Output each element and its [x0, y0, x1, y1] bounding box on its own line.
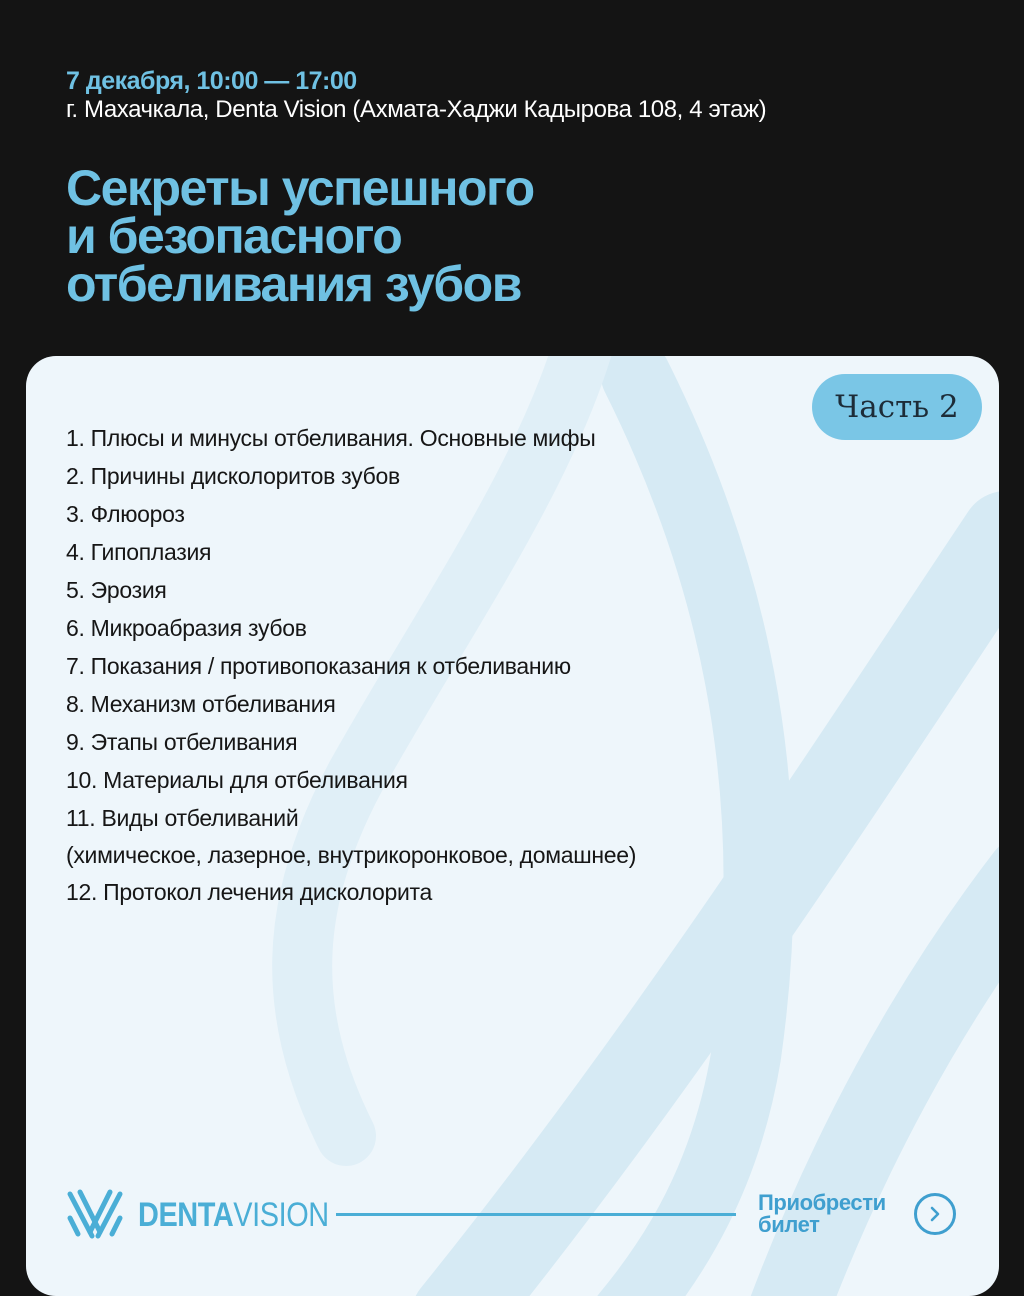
buy-ticket-link[interactable]: Приобрести билет: [758, 1190, 886, 1237]
list-item: 4. Гипоплазия: [66, 539, 212, 565]
program-card: [26, 356, 999, 1296]
brand-name-light: VISION: [233, 1195, 329, 1234]
event-location: г. Махачкала, Denta Vision (Ахмата-Хаджи Кадырова 108, 4 этаж): [66, 96, 767, 123]
title-line: Секреты успешного: [66, 160, 534, 216]
list-item: 8. Механизм отбеливания: [66, 691, 336, 717]
brand-name: [138, 1196, 329, 1235]
list-item: 10. Материалы для отбеливания: [66, 767, 408, 793]
divider: [336, 1213, 736, 1216]
chevron-right-icon[interactable]: [914, 1193, 956, 1235]
list-item: 7. Показания / противопоказания к отбеливанию: [66, 653, 571, 679]
list-item: 11. Виды отбеливаний: [66, 805, 299, 831]
list-item: 6. Микроабразия зубов: [66, 615, 307, 641]
title-line: отбеливания зубов: [66, 256, 521, 312]
list-item: 3. Флюороз: [66, 501, 185, 527]
brand-logo: [66, 1188, 362, 1242]
list-item-subtext: (химическое, лазерное, внутрикоронковое, домашнее): [66, 842, 637, 868]
list-item: 12. Протокол лечения дисколорита: [66, 879, 433, 905]
list-item: 2. Причины дисколоритов зубов: [66, 463, 400, 489]
part-badge: Часть 2: [812, 374, 982, 440]
denta-vision-logo-icon: [66, 1188, 124, 1242]
list-item: 5. Эрозия: [66, 577, 167, 603]
title-line: и безопасного: [66, 208, 402, 264]
list-item: 1. Плюсы и минусы отбеливания. Основные мифы: [66, 425, 596, 451]
list-item: 9. Этапы отбеливания: [66, 729, 298, 755]
page-title: [66, 160, 966, 312]
event-datetime: 7 декабря, 10:00 — 17:00: [66, 67, 357, 95]
chevron-right-glyph: [927, 1206, 943, 1222]
brand-name-bold: DENTA: [138, 1195, 234, 1234]
topics-list: [66, 419, 926, 911]
event-header: [66, 66, 966, 124]
